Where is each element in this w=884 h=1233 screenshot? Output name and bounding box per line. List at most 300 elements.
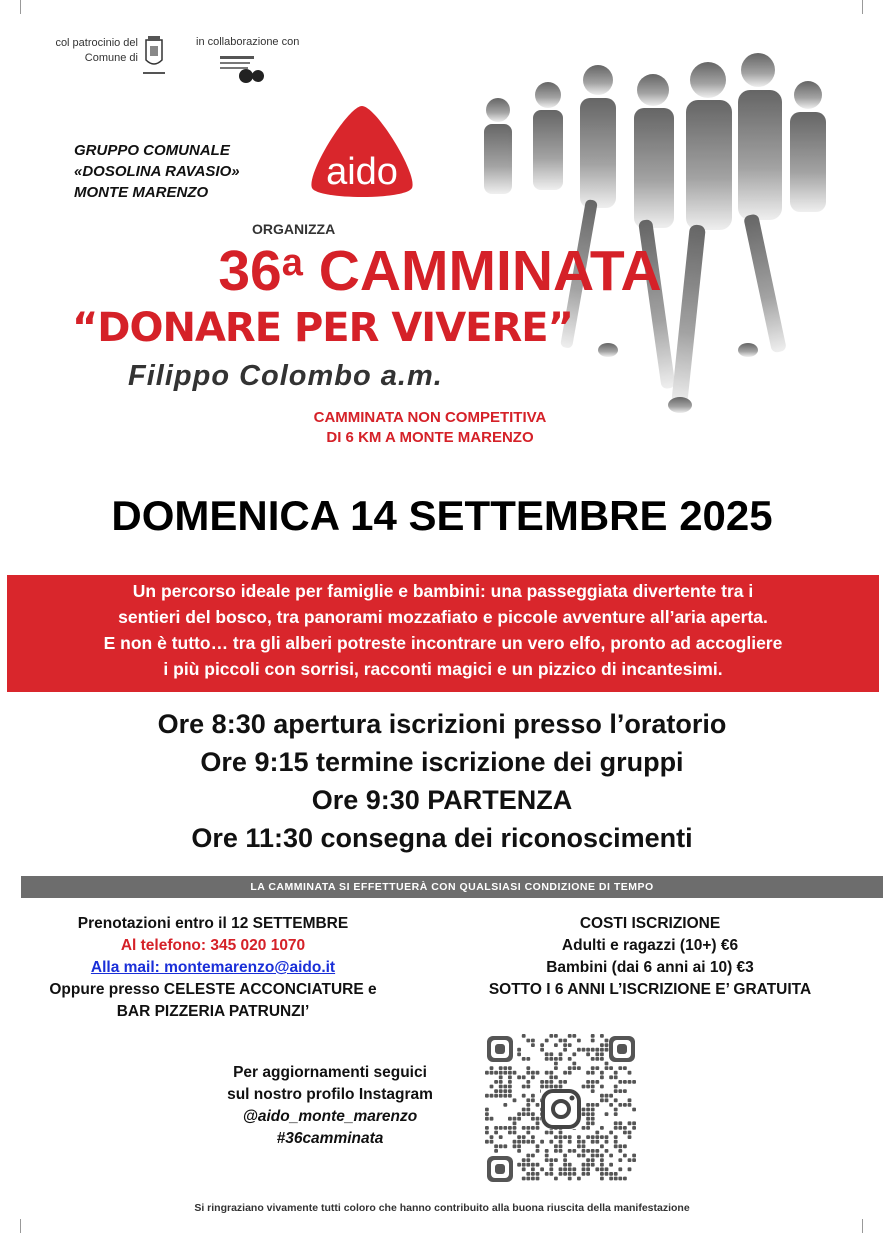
qr-module bbox=[549, 1172, 553, 1176]
qr-module bbox=[623, 1103, 627, 1107]
qr-module bbox=[549, 1163, 553, 1167]
qr-module bbox=[595, 1149, 599, 1153]
qr-module bbox=[632, 1121, 636, 1125]
qr-module bbox=[582, 1140, 586, 1144]
qr-module bbox=[526, 1080, 530, 1084]
qr-module bbox=[531, 1094, 535, 1098]
qr-module bbox=[494, 1080, 498, 1084]
qr-module bbox=[503, 1103, 507, 1107]
qr-module bbox=[595, 1048, 599, 1052]
qr-module bbox=[595, 1066, 599, 1070]
qr-module bbox=[605, 1112, 609, 1116]
qr-module bbox=[526, 1154, 530, 1158]
qr-module bbox=[513, 1117, 517, 1121]
qr-module bbox=[600, 1172, 604, 1176]
qr-module bbox=[499, 1080, 503, 1084]
qr-module bbox=[614, 1089, 618, 1093]
qr-module bbox=[522, 1112, 526, 1116]
qr-module bbox=[600, 1126, 604, 1130]
instagram-hashtag: #36camminata bbox=[276, 1130, 384, 1147]
qr-module bbox=[600, 1177, 604, 1181]
qr-module bbox=[563, 1154, 567, 1158]
qr-module bbox=[563, 1172, 567, 1176]
qr-module bbox=[600, 1075, 604, 1079]
event-title bbox=[100, 238, 780, 304]
qr-module bbox=[591, 1112, 595, 1116]
qr-module bbox=[628, 1121, 632, 1125]
qr-module bbox=[623, 1080, 627, 1084]
qr-module bbox=[531, 1163, 535, 1167]
qr-module bbox=[600, 1098, 604, 1102]
qr-module bbox=[549, 1131, 553, 1135]
qr-module bbox=[600, 1167, 604, 1171]
qr-module bbox=[577, 1177, 581, 1181]
qr-module bbox=[628, 1167, 632, 1171]
qr-module bbox=[572, 1066, 576, 1070]
qr-module bbox=[485, 1131, 489, 1135]
qr-module bbox=[591, 1071, 595, 1075]
qr-module bbox=[614, 1144, 618, 1148]
qr-module bbox=[623, 1154, 627, 1158]
qr-module bbox=[554, 1177, 558, 1181]
footer-thanks: Si ringraziano vivamente tutti coloro che hanno contribuito alla buona riuscita della manifestazione bbox=[194, 1202, 690, 1214]
event-date: DOMENICA 14 SETTEMBRE 2025 bbox=[111, 492, 773, 539]
qr-finder-top-right bbox=[609, 1036, 635, 1062]
qr-module bbox=[494, 1149, 498, 1153]
qr-module bbox=[559, 1144, 563, 1148]
qr-module bbox=[526, 1108, 530, 1112]
qr-module bbox=[595, 1140, 599, 1144]
qr-module bbox=[595, 1080, 599, 1084]
qr-module bbox=[531, 1126, 535, 1130]
qr-module bbox=[503, 1094, 507, 1098]
qr-module bbox=[628, 1103, 632, 1107]
qr-module bbox=[531, 1135, 535, 1139]
qr-module bbox=[628, 1135, 632, 1139]
qr-module bbox=[586, 1172, 590, 1176]
qr-module bbox=[632, 1158, 636, 1162]
qr-module bbox=[600, 1071, 604, 1075]
qr-module bbox=[595, 1167, 599, 1171]
qr-module bbox=[628, 1080, 632, 1084]
qr-module bbox=[485, 1071, 489, 1075]
booking-phone[interactable]: Al telefono: 345 020 1070 bbox=[120, 937, 306, 954]
qr-module bbox=[605, 1098, 609, 1102]
qr-module bbox=[503, 1085, 507, 1089]
qr-module bbox=[600, 1048, 604, 1052]
qr-module bbox=[526, 1126, 530, 1130]
qr-module bbox=[540, 1167, 544, 1171]
qr-module bbox=[628, 1098, 632, 1102]
qr-module bbox=[618, 1126, 622, 1130]
qr-module bbox=[559, 1149, 563, 1153]
qr-module bbox=[563, 1043, 567, 1047]
qr-module bbox=[577, 1144, 581, 1148]
qr-module bbox=[586, 1048, 590, 1052]
qr-module bbox=[513, 1131, 517, 1135]
qr-module bbox=[522, 1163, 526, 1167]
costs-adults: Adulti e ragazzi (10+) €6 bbox=[561, 937, 739, 954]
qr-module bbox=[623, 1066, 627, 1070]
qr-module bbox=[499, 1135, 503, 1139]
qr-module bbox=[513, 1071, 517, 1075]
qr-module bbox=[600, 1158, 604, 1162]
description-line3: E non è tutto… tra gli alberi potreste incontrare un vero elfo, pronto ad accogliere bbox=[103, 633, 783, 653]
qr-module bbox=[536, 1126, 540, 1130]
qr-module bbox=[618, 1167, 622, 1171]
qr-module bbox=[605, 1149, 609, 1153]
qr-module bbox=[586, 1052, 590, 1056]
qr-module bbox=[485, 1140, 489, 1144]
partner-logo-icon bbox=[220, 54, 266, 84]
qr-module bbox=[572, 1149, 576, 1153]
qr-module bbox=[522, 1057, 526, 1061]
qr-module bbox=[614, 1121, 618, 1125]
qr-module bbox=[517, 1075, 521, 1079]
qr-module bbox=[568, 1066, 572, 1070]
qr-module bbox=[508, 1094, 512, 1098]
qr-module bbox=[609, 1103, 613, 1107]
qr-module bbox=[586, 1108, 590, 1112]
qr-module bbox=[545, 1149, 549, 1153]
qr-module bbox=[559, 1135, 563, 1139]
qr-module bbox=[614, 1177, 618, 1181]
qr-module bbox=[614, 1172, 618, 1176]
qr-module bbox=[595, 1135, 599, 1139]
qr-module bbox=[591, 1117, 595, 1121]
qr-module bbox=[517, 1048, 521, 1052]
qr-module bbox=[577, 1039, 581, 1043]
qr-module bbox=[526, 1066, 530, 1070]
qr-module bbox=[618, 1177, 622, 1181]
qr-module bbox=[545, 1085, 549, 1089]
qr-module bbox=[490, 1066, 494, 1070]
qr-module bbox=[568, 1135, 572, 1139]
qr-module bbox=[485, 1094, 489, 1098]
qr-module bbox=[490, 1094, 494, 1098]
qr-module bbox=[531, 1177, 535, 1181]
instagram-info bbox=[180, 1062, 480, 1150]
booking-deadline: Prenotazioni entro il 12 SETTEMBRE bbox=[77, 915, 349, 932]
qr-module bbox=[526, 1177, 530, 1181]
qr-module bbox=[609, 1066, 613, 1070]
qr-module bbox=[614, 1108, 618, 1112]
qr-module bbox=[499, 1066, 503, 1070]
qr-module bbox=[513, 1144, 517, 1148]
qr-module bbox=[563, 1071, 567, 1075]
qr-module bbox=[549, 1057, 553, 1061]
organizer-line2: «DOSOLINA RAVASIO» bbox=[74, 163, 240, 180]
aido-logo-text: aido bbox=[326, 151, 398, 193]
qr-module bbox=[600, 1135, 604, 1139]
qr-module bbox=[572, 1052, 576, 1056]
qr-module bbox=[517, 1112, 521, 1116]
qr-module bbox=[618, 1066, 622, 1070]
qr-module bbox=[508, 1075, 512, 1079]
instagram-line1: Per aggiornamenti seguici bbox=[233, 1064, 427, 1081]
qr-module bbox=[600, 1144, 604, 1148]
qr-module bbox=[628, 1131, 632, 1135]
qr-module bbox=[499, 1089, 503, 1093]
qr-module bbox=[494, 1144, 498, 1148]
qr-module bbox=[563, 1135, 567, 1139]
memorial-name: Filippo Colombo a.m. bbox=[128, 360, 443, 392]
qr-module bbox=[485, 1117, 489, 1121]
qr-module bbox=[526, 1131, 530, 1135]
qr-module bbox=[485, 1126, 489, 1130]
qr-module bbox=[490, 1071, 494, 1075]
qr-module bbox=[572, 1167, 576, 1171]
qr-module bbox=[531, 1043, 535, 1047]
qr-module bbox=[549, 1080, 553, 1084]
booking-mail-link[interactable]: Alla mail: montemarenzo@aido.it bbox=[90, 959, 336, 976]
qr-module bbox=[600, 1052, 604, 1056]
qr-module bbox=[513, 1121, 517, 1125]
qr-module bbox=[517, 1149, 521, 1153]
qr-module bbox=[554, 1144, 558, 1148]
qr-finder-top-left bbox=[487, 1036, 513, 1062]
qr-module bbox=[614, 1071, 618, 1075]
qr-module bbox=[618, 1121, 622, 1125]
qr-module bbox=[614, 1112, 618, 1116]
qr-module bbox=[586, 1135, 590, 1139]
qr-module bbox=[499, 1126, 503, 1130]
qr-module bbox=[563, 1163, 567, 1167]
qr-module bbox=[522, 1158, 526, 1162]
qr-module bbox=[614, 1085, 618, 1089]
qr-module bbox=[609, 1163, 613, 1167]
instagram-icon bbox=[541, 1089, 581, 1129]
qr-module bbox=[526, 1057, 530, 1061]
qr-module bbox=[591, 1085, 595, 1089]
qr-module bbox=[522, 1085, 526, 1089]
crop-mark bbox=[20, 0, 21, 14]
qr-module bbox=[572, 1172, 576, 1176]
crop-mark bbox=[862, 0, 863, 14]
qr-module bbox=[540, 1048, 544, 1052]
qr-module bbox=[522, 1167, 526, 1171]
qr-module bbox=[554, 1034, 558, 1038]
qr-module bbox=[513, 1140, 517, 1144]
costs-children: Bambini (dai 6 anni ai 10) €3 bbox=[546, 959, 754, 976]
qr-module bbox=[600, 1094, 604, 1098]
qr-module bbox=[582, 1163, 586, 1167]
qr-module bbox=[600, 1034, 604, 1038]
qr-module bbox=[586, 1121, 590, 1125]
qr-module bbox=[577, 1140, 581, 1144]
qr-module bbox=[577, 1048, 581, 1052]
qr-finder-bottom-left bbox=[487, 1156, 513, 1182]
qr-module bbox=[503, 1066, 507, 1070]
qr-module bbox=[609, 1177, 613, 1181]
qr-module bbox=[559, 1057, 563, 1061]
instagram-handle[interactable]: @aido_monte_marenzo bbox=[242, 1108, 418, 1125]
qr-module bbox=[600, 1163, 604, 1167]
qr-module bbox=[591, 1140, 595, 1144]
qr-module bbox=[499, 1071, 503, 1075]
description-line2: sentieri del bosco, tra panorami mozzafiato e piccole avventure all’aria aperta. bbox=[118, 607, 768, 627]
qr-module bbox=[605, 1094, 609, 1098]
patronage-line2: Comune di bbox=[84, 52, 138, 64]
qr-module bbox=[536, 1121, 540, 1125]
qr-module bbox=[623, 1089, 627, 1093]
qr-module bbox=[582, 1108, 586, 1112]
qr-module bbox=[609, 1172, 613, 1176]
qr-module bbox=[508, 1126, 512, 1130]
patronage-line1: col patrocinio del bbox=[55, 37, 138, 49]
organizer-line1: GRUPPO COMUNALE bbox=[74, 142, 230, 159]
qr-module bbox=[540, 1085, 544, 1089]
qr-module bbox=[609, 1075, 613, 1079]
event-type-line1: CAMMINATA NON COMPETITIVA bbox=[313, 409, 547, 426]
qr-module bbox=[494, 1094, 498, 1098]
qr-module bbox=[545, 1158, 549, 1162]
qr-module bbox=[503, 1144, 507, 1148]
qr-module bbox=[623, 1177, 627, 1181]
qr-module bbox=[568, 1167, 572, 1171]
qr-module bbox=[618, 1103, 622, 1107]
qr-module bbox=[591, 1163, 595, 1167]
qr-module bbox=[563, 1039, 567, 1043]
qr-module bbox=[591, 1158, 595, 1162]
organizza-label: ORGANIZZA bbox=[252, 221, 336, 237]
qr-module bbox=[536, 1144, 540, 1148]
qr-module bbox=[517, 1163, 521, 1167]
qr-module bbox=[522, 1126, 526, 1130]
qr-module bbox=[591, 1154, 595, 1158]
schedule-item: Ore 9:15 termine iscrizione dei gruppi bbox=[200, 747, 684, 777]
qr-module bbox=[508, 1117, 512, 1121]
qr-module bbox=[595, 1052, 599, 1056]
qr-module bbox=[632, 1154, 636, 1158]
qr-module bbox=[568, 1043, 572, 1047]
qr-module bbox=[536, 1177, 540, 1181]
qr-module bbox=[508, 1066, 512, 1070]
qr-module bbox=[499, 1144, 503, 1148]
qr-module bbox=[485, 1112, 489, 1116]
qr-module bbox=[490, 1135, 494, 1139]
qr-module bbox=[605, 1167, 609, 1171]
qr-module bbox=[614, 1126, 618, 1130]
qr-module bbox=[526, 1158, 530, 1162]
qr-module bbox=[522, 1135, 526, 1139]
qr-module bbox=[600, 1085, 604, 1089]
qr-module bbox=[499, 1085, 503, 1089]
organizer-line3: MONTE MARENZO bbox=[74, 184, 209, 201]
description-line1: Un percorso ideale per famiglie e bambini: una passeggiata divertente tra i bbox=[132, 581, 754, 601]
qr-module bbox=[568, 1034, 572, 1038]
crop-mark bbox=[862, 1219, 863, 1233]
qr-module bbox=[591, 1089, 595, 1093]
qr-module bbox=[614, 1098, 618, 1102]
qr-module bbox=[568, 1057, 572, 1061]
event-type-line2: DI 6 KM A MONTE MARENZO bbox=[326, 429, 534, 446]
qr-module bbox=[632, 1108, 636, 1112]
qr-module bbox=[517, 1140, 521, 1144]
qr-module bbox=[618, 1080, 622, 1084]
qr-module bbox=[632, 1080, 636, 1084]
instagram-qr-code[interactable] bbox=[485, 1034, 637, 1184]
qr-module bbox=[609, 1154, 613, 1158]
qr-module bbox=[614, 1135, 618, 1139]
qr-module bbox=[591, 1121, 595, 1125]
qr-module bbox=[554, 1043, 558, 1047]
qr-module bbox=[586, 1112, 590, 1116]
qr-module bbox=[503, 1071, 507, 1075]
qr-module bbox=[517, 1052, 521, 1056]
qr-module bbox=[605, 1048, 609, 1052]
qr-module bbox=[536, 1163, 540, 1167]
qr-module bbox=[508, 1089, 512, 1093]
booking-location-line2: BAR PIZZERIA PATRUNZI’ bbox=[116, 1003, 310, 1020]
qr-module bbox=[605, 1043, 609, 1047]
qr-module bbox=[522, 1034, 526, 1038]
qr-module bbox=[494, 1126, 498, 1130]
qr-module bbox=[545, 1172, 549, 1176]
qr-module bbox=[572, 1034, 576, 1038]
qr-module bbox=[531, 1112, 535, 1116]
qr-module bbox=[526, 1172, 530, 1176]
qr-module bbox=[526, 1098, 530, 1102]
event-subtitle: “DONARE PER VIVERE” bbox=[72, 305, 573, 351]
qr-module bbox=[513, 1098, 517, 1102]
event-type bbox=[260, 408, 600, 448]
qr-module bbox=[582, 1112, 586, 1116]
qr-module bbox=[609, 1094, 613, 1098]
qr-module bbox=[586, 1167, 590, 1171]
qr-module bbox=[586, 1085, 590, 1089]
qr-module bbox=[503, 1126, 507, 1130]
qr-module bbox=[554, 1075, 558, 1079]
qr-module bbox=[614, 1140, 618, 1144]
qr-module bbox=[591, 1057, 595, 1061]
qr-module bbox=[591, 1066, 595, 1070]
qr-module bbox=[559, 1131, 563, 1135]
qr-module bbox=[545, 1154, 549, 1158]
qr-module bbox=[490, 1140, 494, 1144]
qr-module bbox=[586, 1117, 590, 1121]
qr-module bbox=[586, 1158, 590, 1162]
qr-module bbox=[568, 1172, 572, 1176]
qr-module bbox=[494, 1131, 498, 1135]
qr-module bbox=[577, 1135, 581, 1139]
qr-module bbox=[526, 1039, 530, 1043]
qr-module bbox=[559, 1140, 563, 1144]
qr-module bbox=[526, 1071, 530, 1075]
qr-module bbox=[605, 1172, 609, 1176]
qr-module bbox=[559, 1039, 563, 1043]
title-superscript: a bbox=[281, 242, 303, 284]
qr-module bbox=[531, 1172, 535, 1176]
costs-free: SOTTO I 6 ANNI L’ISCRIZIONE E’ GRATUITA bbox=[488, 981, 812, 998]
qr-module bbox=[526, 1140, 530, 1144]
qr-module bbox=[526, 1163, 530, 1167]
qr-module bbox=[568, 1149, 572, 1153]
qr-module bbox=[554, 1066, 558, 1070]
schedule-item: Ore 8:30 apertura iscrizioni presso l’oratorio bbox=[157, 709, 727, 739]
qr-module bbox=[549, 1071, 553, 1075]
qr-module bbox=[531, 1154, 535, 1158]
qr-module bbox=[545, 1131, 549, 1135]
qr-module bbox=[632, 1126, 636, 1130]
qr-module bbox=[605, 1066, 609, 1070]
qr-module bbox=[499, 1094, 503, 1098]
booking-info bbox=[8, 913, 418, 1023]
qr-module bbox=[531, 1039, 535, 1043]
qr-module bbox=[595, 1103, 599, 1107]
qr-module bbox=[618, 1149, 622, 1153]
qr-module bbox=[531, 1167, 535, 1171]
